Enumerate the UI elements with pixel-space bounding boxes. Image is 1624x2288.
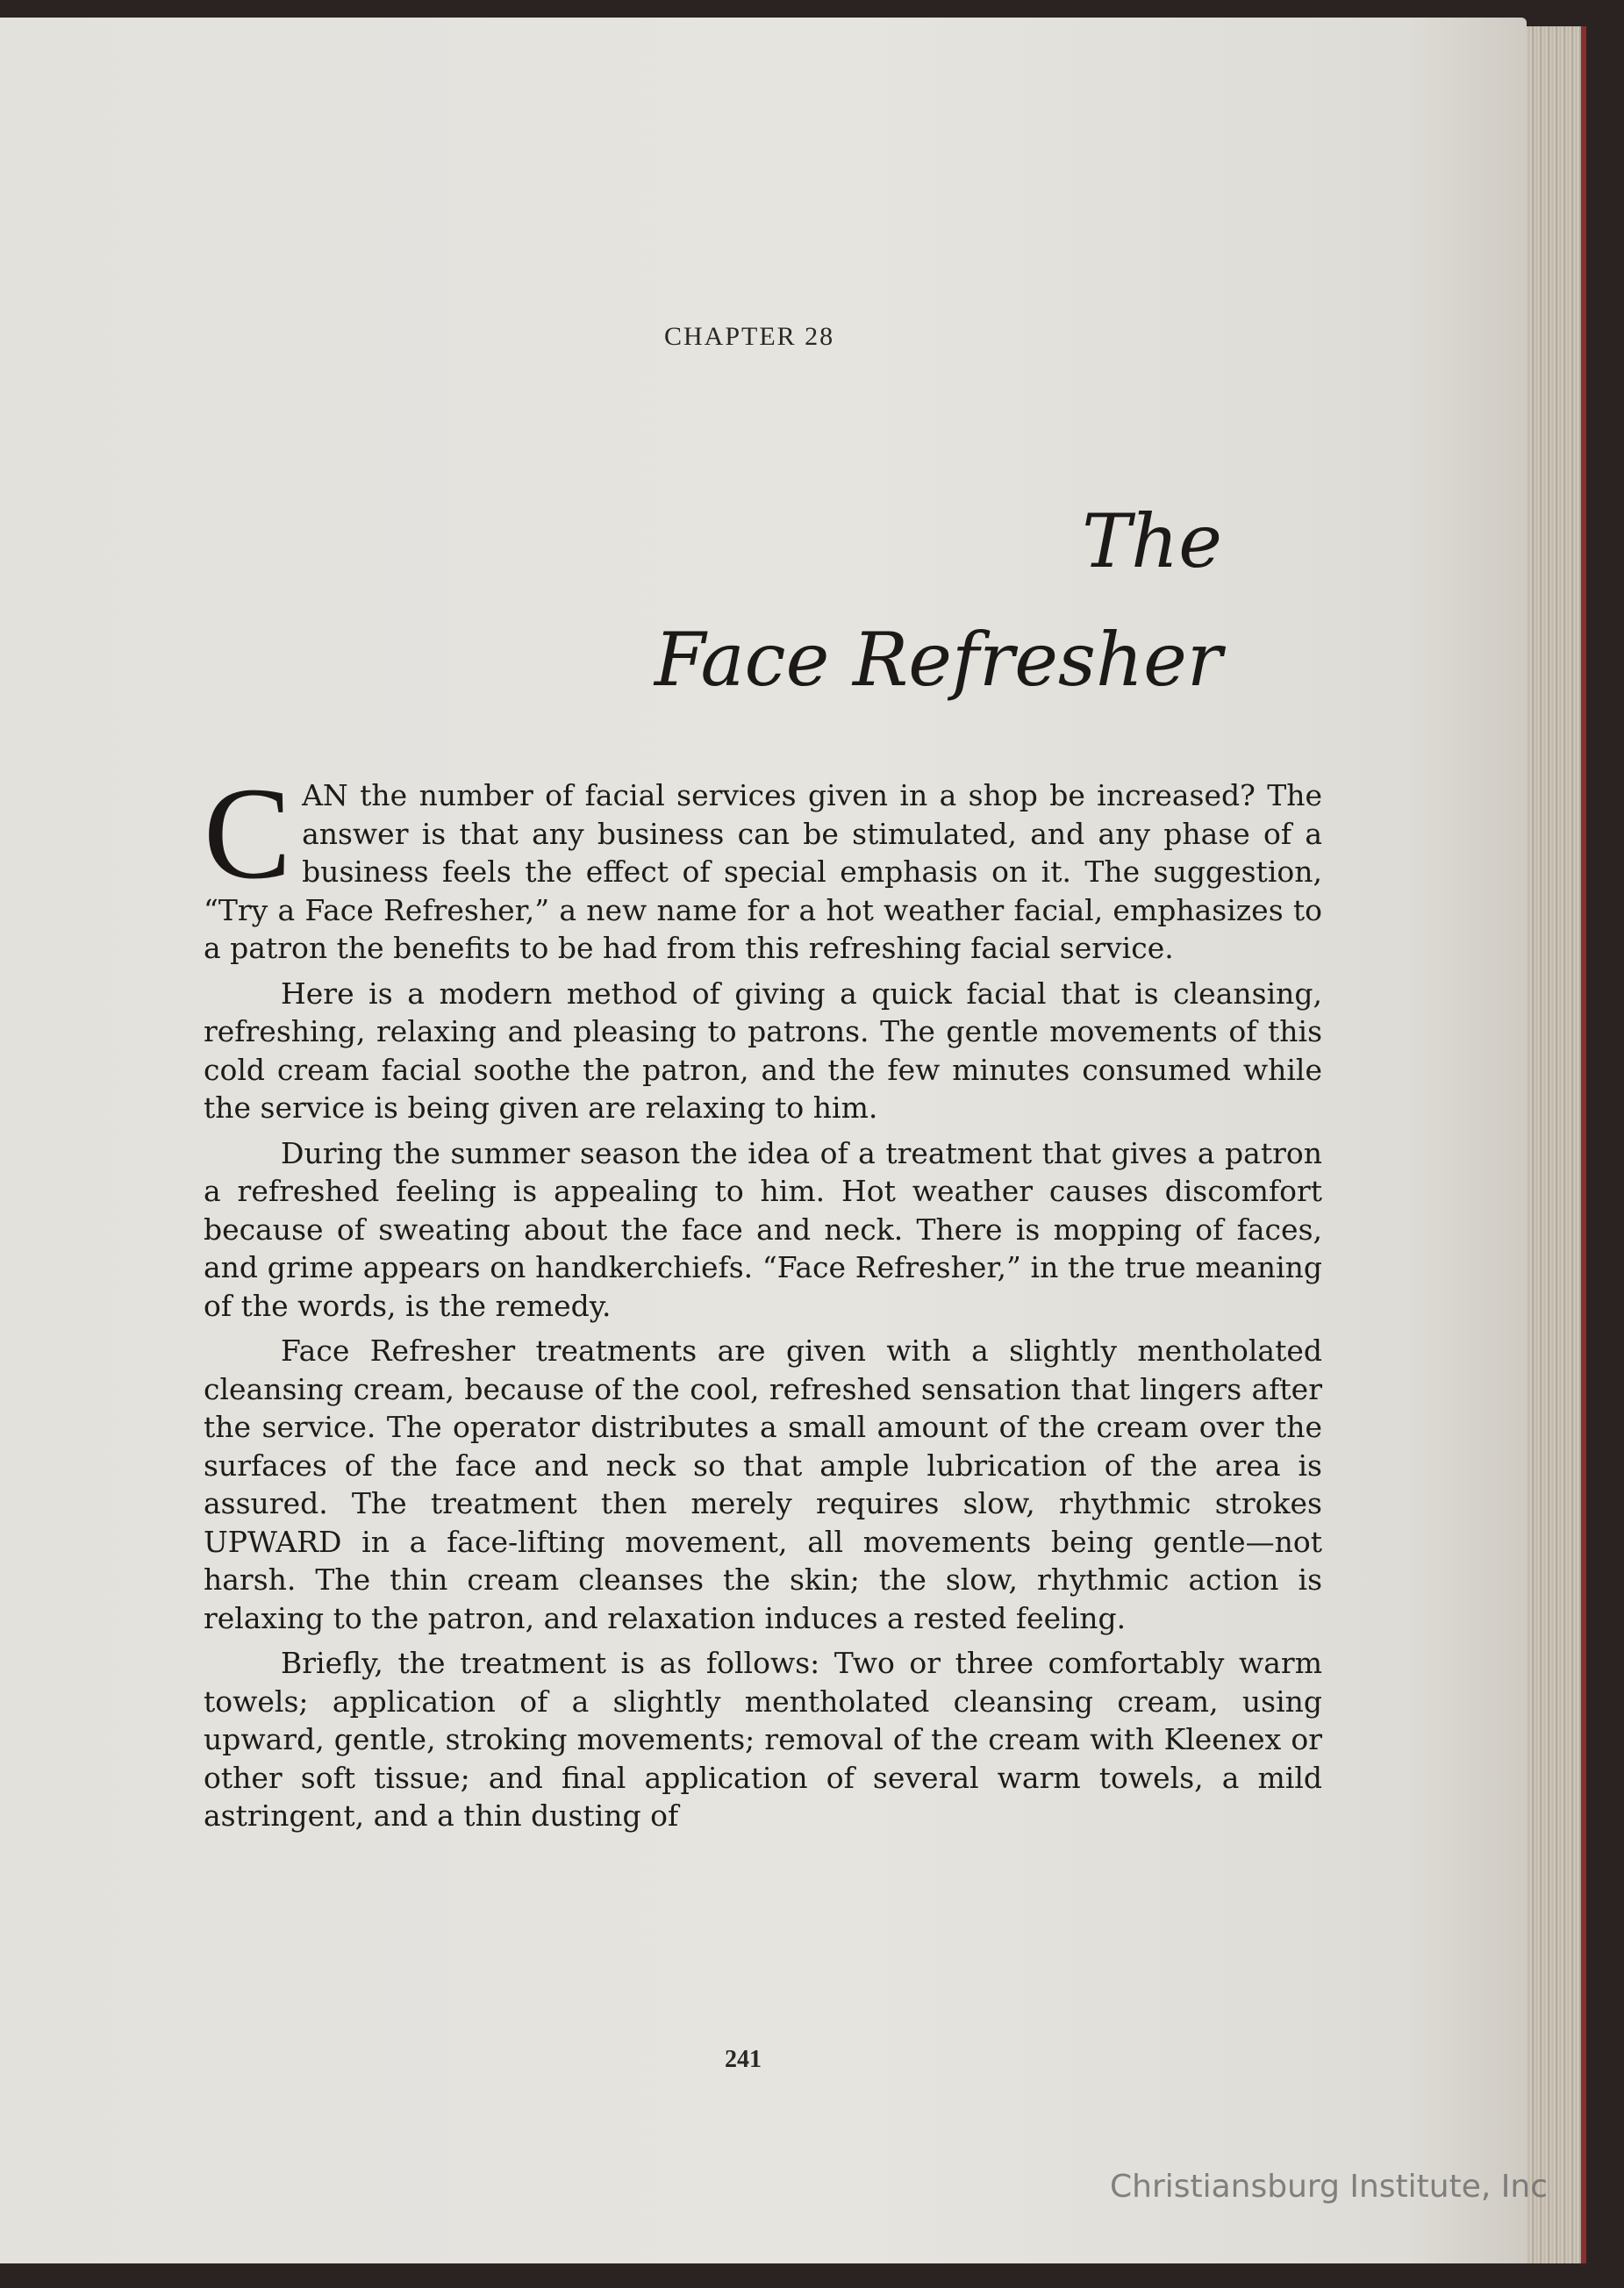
paragraph-2: Here is a modern method of giving a quick facial that is cleansing, refreshing, relaxing and pleasing to patrons. The gentle movements of this cold cream facial soothe the patron, and the few minutes consumed while the service is being given are relaxing to him. (204, 976, 1322, 1125)
paragraph-3: During the summer season the idea of a treatment that gives a patron a refreshed feeling is appealing to him. Hot weather causes discomfort because of sweating about the face and neck. There is mopping of faces, and grime appears on handkerchiefs. “Face Refresher,” in the true meaning of the words, is the remedy. (204, 1135, 1322, 1323)
book-page-edges (1527, 26, 1586, 2263)
watermark: Christiansburg Institute, Inc (1109, 2169, 1548, 2205)
paragraph-1: CAN the number of facial services given in a shop be increased? The answer is that any business can be stimulated, and any phase of a business feels the effect of special emphasis on it. The suggestion, “Try a Face Refresher,” a new name for a hot weather facial, emphasizes to a patron the benefits to be had from this refreshing facial service. (204, 761, 1322, 965)
page-number: 241 (725, 2046, 762, 2073)
drop-cap: C (204, 761, 292, 906)
chapter-body (204, 761, 1322, 1842)
chapter-title-line2: Face Refresher (654, 617, 1222, 703)
chapter-title-line1: The (1082, 498, 1222, 584)
chapter-label: CHAPTER 28 (664, 322, 835, 351)
paragraph-4: Face Refresher treatments are given with a slightly mentholated cleansing cream, because of the cool, refreshed sensation that lingers after the service. The operator distributes a small amount of the cream over the surfaces of the face and neck so that ample lubrication of the area is assured. The treatment then merely requires slow, rhythmic strokes UPWARD in a face-lifting movement, all movements being gentle—not harsh. The thin cream cleanses the skin; the slow, rhythmic action is relaxing to the patron, and relaxation induces a rested feeling. (204, 1333, 1322, 1635)
book-page (0, 18, 1527, 2263)
paragraph-5: Briefly, the treatment is as follows: Two or three comfortably warm towels; application of a slightly mentholated cleansing cream, using upward, gentle, stroking movements; removal of the cream with Kleenex or other soft tissue; and final application of several warm towels, a mild astringent, and a thin dusting of (204, 1646, 1322, 1833)
